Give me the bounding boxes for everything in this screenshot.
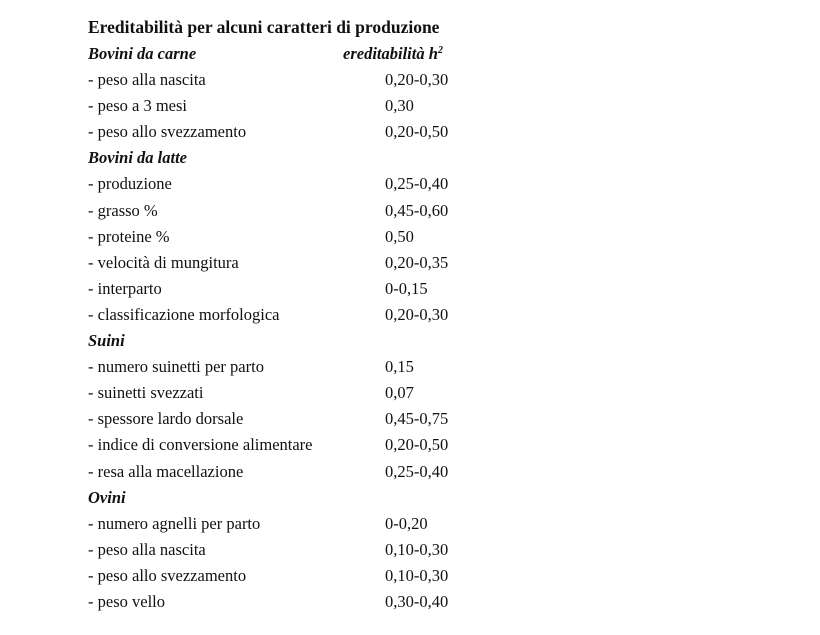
table-row [88,432,528,458]
table-header-row [88,41,528,67]
trait-label: - peso allo svezzamento [88,565,247,585]
trait-label: - numero agnelli per parto [88,513,261,533]
heritability-value: 0,30 [385,96,414,116]
document-title: Ereditabilità per alcuni caratteri di produzione [88,17,440,37]
table-row [88,302,528,328]
trait-label: - numero suinetti per parto [88,357,264,377]
table-row [88,459,528,485]
column-header-label: ereditabilità h [343,44,438,63]
heritability-value: 0,20-0,50 [385,122,449,142]
trait-label: - indice di conversione alimentare [88,435,313,455]
category-label: Bovini da latte [88,148,187,168]
table-row [88,511,528,537]
table-row [88,563,528,589]
heritability-value: 0,20-0,30 [385,304,449,324]
trait-label: - suinetti svezzati [88,383,204,403]
trait-label: - resa alla macellazione [88,461,244,481]
trait-label: - grasso % [88,200,158,220]
heritability-value: 0,10-0,30 [385,565,449,585]
table-row [88,93,528,119]
heritability-value: 0,25-0,40 [385,174,449,194]
category-label: Ovini [88,487,126,507]
heritability-value: 0,25-0,40 [385,461,449,481]
trait-label: - produzione [88,174,172,194]
table-row [88,589,528,615]
heritability-value: 0,20-0,35 [385,252,449,272]
heritability-value: 0,10-0,30 [385,539,449,559]
table-row [88,224,528,250]
category-heading-bovini-da-latte [88,145,528,171]
heritability-value: 0,20-0,30 [385,70,449,90]
table-row [88,276,528,302]
trait-label: - peso alla nascita [88,539,206,559]
table-row [88,380,528,406]
category-heading-bovini-da-carne: Bovini da carne [88,44,197,63]
heritability-value: 0-0,20 [385,513,428,533]
heritability-value: 0,45-0,60 [385,200,449,220]
heritability-value: 0,07 [385,383,414,403]
table-row [88,406,528,432]
table-row [88,171,528,197]
heritability-value: 0,15 [385,357,414,377]
heritability-value: 0,50 [385,226,414,246]
trait-label: - interparto [88,278,162,298]
category-heading-ovini [88,485,528,511]
column-header-superscript: 2 [437,45,443,56]
table-row [88,119,528,145]
heritability-value: 0,20-0,50 [385,435,449,455]
trait-label: - velocità di mungitura [88,252,239,272]
trait-label: - proteine % [88,226,170,246]
heritability-value: 0,30-0,40 [385,591,449,611]
table-row [88,198,528,224]
table-row [88,354,528,380]
heritability-value: 0-0,15 [385,278,428,298]
table-row [88,537,528,563]
heritability-document [88,14,528,615]
trait-label: - classificazione morfologica [88,304,280,324]
trait-label: - peso alla nascita [88,70,206,90]
table-row [88,250,528,276]
heritability-value: 0,45-0,75 [385,409,449,429]
trait-label: - peso a 3 mesi [88,96,187,116]
table-row [88,67,528,93]
category-label: Suini [88,331,125,351]
trait-label: - peso vello [88,591,165,611]
trait-label: - spessore lardo dorsale [88,409,244,429]
trait-label: - peso allo svezzamento [88,122,247,142]
column-header-heritability [343,41,443,67]
category-heading-suini [88,328,528,354]
